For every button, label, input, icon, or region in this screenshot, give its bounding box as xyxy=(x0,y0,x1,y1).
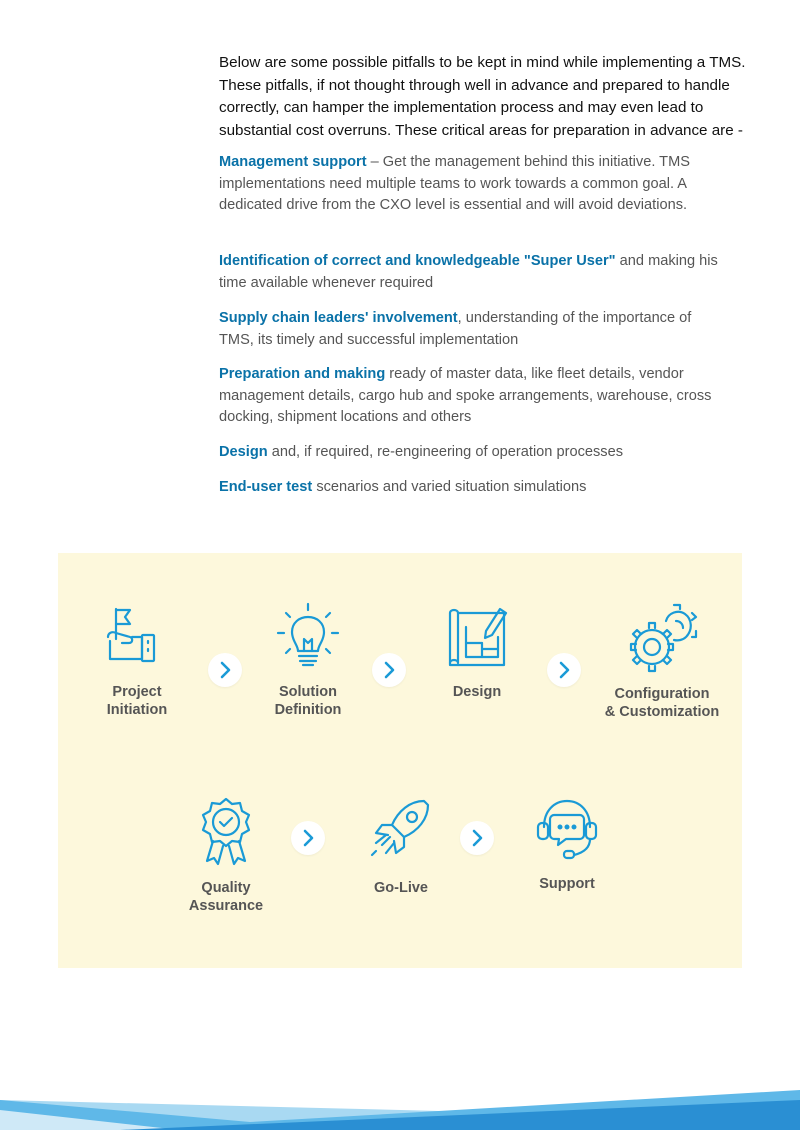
step-quality-assurance xyxy=(171,795,281,915)
pitfall-super-user xyxy=(219,251,719,294)
flag-hand-icon xyxy=(82,603,192,673)
pitfall-design xyxy=(219,442,719,464)
pitfall-text: ready of master data, like fleet details, vendor management details, cargo hub and spoke arrangements, warehouse, cross docking, shipment locations and others xyxy=(219,366,712,425)
gears-icon xyxy=(588,601,736,675)
pitfall-highlight: End-user test xyxy=(219,479,313,495)
pitfall-highlight: Supply chain leaders' involvement xyxy=(219,310,458,326)
step-configuration-customization xyxy=(588,601,736,721)
blueprint-icon xyxy=(422,603,532,673)
pitfall-text: – Get the management behind this initiative. TMS implementations need multiple teams to work towards a common goal. A dedicated drive from the CXO level is essential and will avoid deviations. xyxy=(219,154,690,213)
pitfall-text: scenarios and varied situation simulations xyxy=(312,479,587,495)
step-label: Project Initiation xyxy=(106,684,168,718)
step-label: Design xyxy=(452,684,502,700)
step-label: Go-Live xyxy=(374,880,428,896)
footer-wave-decoration xyxy=(0,1070,800,1130)
chevron-right-icon xyxy=(547,653,581,687)
quality-badge-icon xyxy=(171,795,281,869)
pitfall-end-user-test xyxy=(219,477,719,499)
pitfall-highlight: Management support xyxy=(219,154,367,170)
chevron-right-icon xyxy=(460,821,494,855)
implementation-steps-panel xyxy=(58,553,742,968)
chevron-right-icon xyxy=(208,653,242,687)
pitfall-text: , understanding of the importance of TMS, its timely and successful implementation xyxy=(219,310,692,348)
step-design xyxy=(422,603,532,701)
pitfall-text: and, if required, re-engineering of operation processes xyxy=(267,444,623,460)
step-label: Solution Definition xyxy=(274,684,342,718)
step-label: Quality Assurance xyxy=(188,880,264,914)
pitfall-master-data xyxy=(219,364,719,429)
pitfall-supply-chain-leaders xyxy=(219,308,719,351)
lightbulb-icon xyxy=(253,601,363,673)
intro-paragraph: Below are some possible pitfalls to be kept in mind while implementing a TMS. These pitfalls, if not thought through well in advance and prepared to handle correctly, can hamper the implementation process and may even lead to substantial cost overruns. These critical areas for preparation in advance are - xyxy=(219,54,746,139)
step-label: Configuration & Customization xyxy=(604,686,720,720)
pitfall-highlight: Preparation and making xyxy=(219,366,386,382)
step-project-initiation xyxy=(82,603,192,719)
chevron-right-icon xyxy=(372,653,406,687)
step-support xyxy=(512,795,622,893)
pitfall-highlight: Identification of correct and knowledgeable "Super User" xyxy=(219,253,616,269)
headset-icon xyxy=(512,795,622,865)
pitfall-highlight: Design xyxy=(219,444,268,460)
pitfall-text: and making his time available whenever required xyxy=(219,253,718,291)
pitfall-management-support xyxy=(219,152,719,217)
chevron-right-icon xyxy=(291,821,325,855)
step-go-live xyxy=(346,795,456,897)
step-label: Support xyxy=(539,876,595,892)
rocket-icon xyxy=(346,795,456,869)
step-solution-definition xyxy=(253,601,363,719)
